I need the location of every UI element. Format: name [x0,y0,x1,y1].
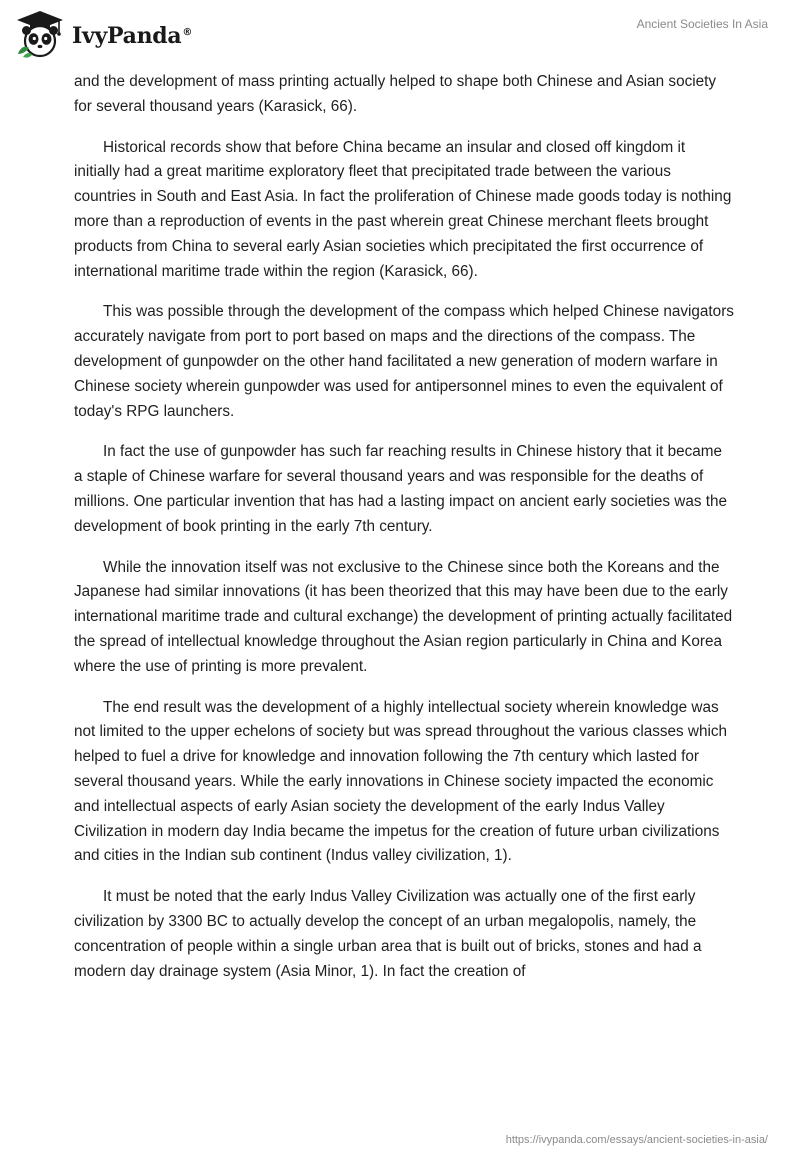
paragraph: It must be noted that the early Indus Valley Civilization was actually one of the first early civilization by 3300 BC to actually develop the concept of an urban megalopolis, namely, the concentration of people within a single urban area that is built out of bricks, stones and had a modern day drainage system (Asia Minor, 1). In fact the creation of [74,888,702,980]
ivypanda-logo[interactable] [14,8,192,60]
paragraph: This was possible through the development of the compass which helped Chinese navigators accurately navigate from port to port based on maps and the directions of the compass. The development of gunpowder on the other hand facilitated a new generation of modern warfare in Chinese society wherein gunpowder was used for antipersonnel mines to even the equivalent of today's RPG launchers. [74,303,734,420]
panda-graduate-icon [14,8,66,60]
paragraph: While the innovation itself was not exclusive to the Chinese since both the Koreans and the Japanese had similar innovations (it has been theorized that this may have been due to the early international maritime trade and cultural exchange) the development of printing actually facilitated the spread of intellectual knowledge throughout the Asian region particularly in China and Korea where the use of printing is more prevalent. [74,558,733,675]
document-title: Ancient Societies In Asia [636,17,768,31]
paragraph: and the development of mass printing actually helped to shape both Chinese and Asian society for several thousand years (Karasick, 66). [74,73,717,115]
logo-text: IvyPanda [72,23,182,49]
paragraph: The end result was the development of a highly intellectual society wherein knowledge was not limited to the upper echelons of society but was spread throughout the various classes which helped to fuel a drive for knowledge and innovation following the 7th century which lasted for several thousand years. While the early innovations in Chinese society impacted the economic and intellectual aspects of early Asian society the development of the early Indus Valley Civilization in modern day India became the impetus for the creation of future urban civilizations and cities in the Indian sub continent (Indus valley civilization, 1). [74,698,728,865]
logo-wordmark [72,23,192,49]
registered-mark: ® [182,26,193,38]
page-header [0,0,800,70]
paragraph: In fact the use of gunpowder has such far reaching results in Chinese history that it became a staple of Chinese warfare for several thousand years and was responsible for the deaths of millions. One particular invention that has had a lasting impact on ancient early societies was the development of book printing in the early 7th century. [74,443,728,535]
essay-body [74,70,734,1000]
source-url[interactable]: https://ivypanda.com/essays/ancient-societies-in-asia/ [505,1134,768,1146]
paragraph: Historical records show that before China became an insular and closed off kingdom it initially had a great maritime exploratory fleet that precipitated trade between the various countries in South and East Asia. In fact the proliferation of Chinese made goods today is nothing more than a reproduction of events in the past wherein great Chinese merchant fleets brought products from China to several early Asian societies which precipitated the first occurrence of international maritime trade within the region (Karasick, 66). [74,138,732,280]
